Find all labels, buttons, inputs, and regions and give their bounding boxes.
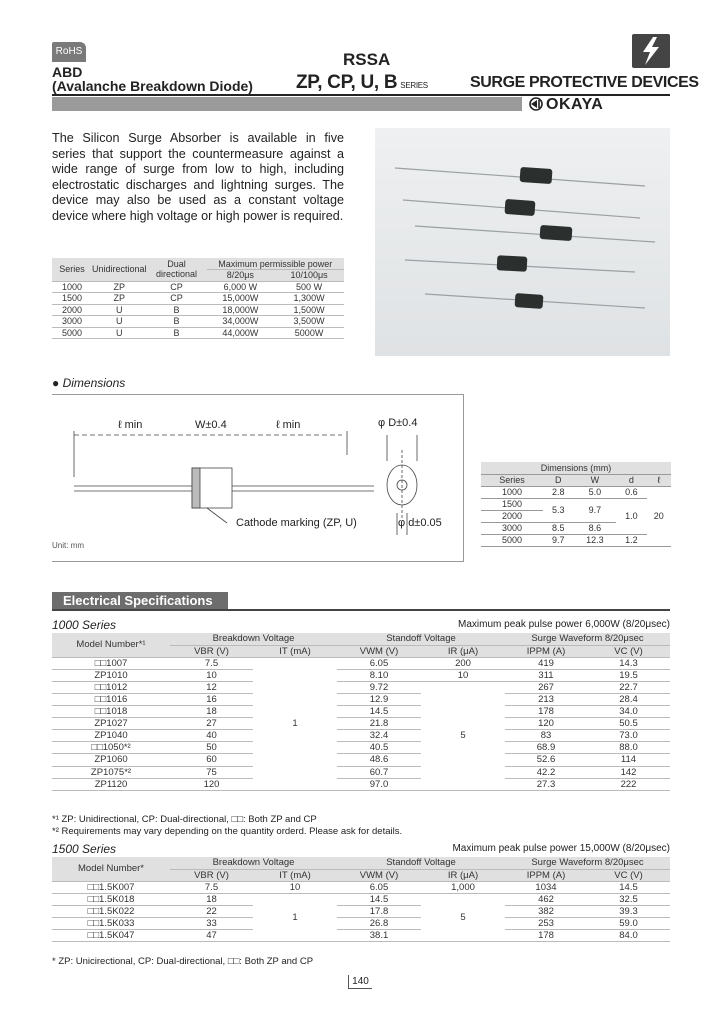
table-cell: 10 xyxy=(253,881,337,893)
table-cell: 15,000W xyxy=(207,293,275,305)
table-cell: 83 xyxy=(505,730,587,742)
table-cell: 75 xyxy=(170,766,253,778)
col-surge: Surge Waveform 8/20μsec xyxy=(505,633,670,645)
product-line: SURGE PROTECTIVE DEVICES xyxy=(470,74,699,91)
table-cell: 60 xyxy=(170,754,253,766)
table-cell: ZP1010 xyxy=(52,669,170,681)
table-cell: 1,000 xyxy=(421,881,505,893)
table-cell: 18 xyxy=(170,706,253,718)
body-diameter-label: φ D±0.4 xyxy=(378,417,418,429)
table-cell: ZP xyxy=(92,293,147,305)
table-cell: 34,000W xyxy=(207,316,275,328)
table-row xyxy=(52,742,670,754)
col-model: Model Number* xyxy=(52,857,170,881)
category-subtitle: (Avalanche Breakdown Diode) xyxy=(52,78,253,94)
table-cell: U xyxy=(92,327,147,339)
table-cell: 32.5 xyxy=(587,893,670,905)
table-row xyxy=(52,718,670,730)
table-cell: 213 xyxy=(505,693,587,705)
table-cell: 21.8 xyxy=(337,718,421,730)
table-cell: 42.2 xyxy=(505,766,587,778)
table-cell: 114 xyxy=(587,754,670,766)
section-rule xyxy=(52,609,670,611)
section-title: Electrical Specifications xyxy=(52,592,228,610)
table-cell: 60.7 xyxy=(337,766,421,778)
table-cell: 1,500W xyxy=(274,304,344,316)
col-model: Model Number*¹ xyxy=(52,633,170,657)
col-ippm: IPPM (A) xyxy=(505,869,587,881)
table-cell: 48.6 xyxy=(337,754,421,766)
table-cell: 12.9 xyxy=(337,693,421,705)
cathode-label: Cathode marking (ZP, U) xyxy=(236,517,357,529)
dimension-diagram xyxy=(52,394,464,562)
table-cell: 462 xyxy=(505,893,587,905)
table-cell: 3000 xyxy=(52,316,92,328)
table-row xyxy=(52,905,670,917)
dim-cell: 8.5 xyxy=(543,522,573,534)
table-cell: 1000 xyxy=(52,281,92,293)
table-cell: 44,000W xyxy=(207,327,275,339)
table-cell: 32.4 xyxy=(337,730,421,742)
table-cell: 6.05 xyxy=(337,881,421,893)
product-photo xyxy=(375,128,670,356)
table-cell: 1500 xyxy=(52,293,92,305)
table-row xyxy=(52,316,344,328)
series-suffix: SERIES xyxy=(400,81,428,90)
spec-table-1000 xyxy=(52,633,670,791)
table-cell: 3,500W xyxy=(274,316,344,328)
table-cell: CP xyxy=(147,293,207,305)
table-cell: 1 xyxy=(253,657,337,790)
series-table xyxy=(52,258,344,339)
table-cell: □□1.5K033 xyxy=(52,917,170,929)
lead-diameter-label: φ d±0.05 xyxy=(398,517,442,529)
table-row xyxy=(52,657,670,669)
col-ippm: IPPM (A) xyxy=(505,645,587,657)
table-cell: 34.0 xyxy=(587,706,670,718)
dim-cell: 1500 xyxy=(481,498,543,510)
dim-cell-l: 20 xyxy=(647,486,671,546)
table-cell: 120 xyxy=(505,718,587,730)
header-band xyxy=(52,97,522,111)
table-cell: 5000 xyxy=(52,327,92,339)
table-cell: □□1012 xyxy=(52,681,170,693)
table-cell: 38.1 xyxy=(337,930,421,942)
col-vbr: VBR (V) xyxy=(170,645,253,657)
table-cell: 1034 xyxy=(505,881,587,893)
table-row xyxy=(52,766,670,778)
table-cell: 14.5 xyxy=(337,706,421,718)
table-cell: 9.72 xyxy=(337,681,421,693)
table-cell: 500 W xyxy=(274,281,344,293)
dim-cell: 2.8 xyxy=(543,486,573,498)
footnote-1500: * ZP: Unicirectional, CP: Dual-directional, □□: Both ZP and CP xyxy=(52,956,314,967)
dim-cell: 8.6 xyxy=(574,522,617,534)
table-cell: 142 xyxy=(587,766,670,778)
dim-head-series: Series xyxy=(481,474,543,486)
table-cell: 88.0 xyxy=(587,742,670,754)
table-cell: B xyxy=(147,327,207,339)
table-cell: 14.5 xyxy=(337,893,421,905)
table-cell: 22 xyxy=(170,905,253,917)
dim-cell: 2000 xyxy=(481,510,543,522)
table-cell: 178 xyxy=(505,706,587,718)
unit-label: Unit: mm xyxy=(52,541,84,550)
dim-head-w: W xyxy=(574,474,617,486)
table-cell: 16 xyxy=(170,693,253,705)
product-name: RSSA xyxy=(343,50,391,69)
table-cell: 10 xyxy=(421,669,505,681)
table-cell: ZP1120 xyxy=(52,778,170,790)
dim-head-d: D xyxy=(543,474,573,486)
table-cell: 68.9 xyxy=(505,742,587,754)
dim-head-l: ℓ xyxy=(647,474,671,486)
table-cell: 97.0 xyxy=(337,778,421,790)
col-breakdown: Breakdown Voltage xyxy=(170,633,337,645)
table-cell: 47 xyxy=(170,930,253,942)
table-cell: 52.6 xyxy=(505,754,587,766)
table-cell: 50.5 xyxy=(587,718,670,730)
table-row xyxy=(52,881,670,893)
series-names: ZP, CP, U, B xyxy=(296,72,398,93)
col-vwm: VWM (V) xyxy=(337,645,421,657)
table-cell: 40.5 xyxy=(337,742,421,754)
table-cell: 253 xyxy=(505,917,587,929)
table-cell: □□1.5K007 xyxy=(52,881,170,893)
dim-cell: 1000 xyxy=(481,486,543,498)
lead-length-left: ℓ min xyxy=(118,419,143,431)
brand-name: OKAYA xyxy=(546,96,604,113)
power-col: Maximum permissible power xyxy=(207,258,344,270)
series-1000-note: Maximum peak pulse power 6,000W (8/20μsec) xyxy=(458,619,670,630)
series-col: Series xyxy=(52,258,92,281)
table-cell: 5000W xyxy=(274,327,344,339)
col-breakdown: Breakdown Voltage xyxy=(170,857,337,869)
dim-head-lead: d xyxy=(616,474,646,486)
table-cell: ZP1027 xyxy=(52,718,170,730)
intro-paragraph: The Silicon Surge Absorber is available in five series that support the countermeasure against a wide range of surge from low to high, including electrostatic discharges and lightning surges. The device may also be used as a constant voltage device where high voltage or high power is required. xyxy=(52,131,344,223)
table-cell: □□1050*² xyxy=(52,742,170,754)
table-row xyxy=(52,706,670,718)
table-cell: 5 xyxy=(421,681,505,790)
table-cell: 200 xyxy=(421,657,505,669)
table-cell: 18 xyxy=(170,893,253,905)
body-width-label: W±0.4 xyxy=(195,419,227,431)
table-cell: 50 xyxy=(170,742,253,754)
table-cell: 311 xyxy=(505,669,587,681)
dim-cell: 1.2 xyxy=(616,534,646,546)
table-row xyxy=(52,281,344,293)
table-cell: ZP1060 xyxy=(52,754,170,766)
table-cell: □□1016 xyxy=(52,693,170,705)
power-10-100: 10/100μs xyxy=(274,270,344,282)
table-cell: B xyxy=(147,316,207,328)
col-surge: Surge Waveform 8/20μsec xyxy=(505,857,670,869)
table-row xyxy=(52,778,670,790)
table-cell: 222 xyxy=(587,778,670,790)
col-it: IT (mA) xyxy=(253,869,337,881)
table-row xyxy=(52,930,670,942)
col-standoff: Standoff Voltage xyxy=(337,633,505,645)
table-cell: 33 xyxy=(170,917,253,929)
table-cell: CP xyxy=(147,281,207,293)
table-cell: 12 xyxy=(170,681,253,693)
lightning-icon xyxy=(632,34,670,68)
table-cell: ZP xyxy=(92,281,147,293)
col-ir: IR (μA) xyxy=(421,645,505,657)
table-cell: 2000 xyxy=(52,304,92,316)
table-cell: □□1007 xyxy=(52,657,170,669)
table-cell: 1 xyxy=(253,893,337,941)
power-8-20: 8/20μs xyxy=(207,270,275,282)
col-vbr: VBR (V) xyxy=(170,869,253,881)
dim-cell: 3000 xyxy=(481,522,543,534)
table-cell: 27 xyxy=(170,718,253,730)
table-cell: 39.3 xyxy=(587,905,670,917)
col-ir: IR (μA) xyxy=(421,869,505,881)
table-cell: □□1018 xyxy=(52,706,170,718)
table-cell: 178 xyxy=(505,930,587,942)
table-row xyxy=(52,893,670,905)
unidirectional-col: Unidirectional xyxy=(92,258,147,281)
dimensions-title: ● Dimensions xyxy=(52,376,126,390)
dim-cell: 9.7 xyxy=(574,498,617,522)
table-cell: U xyxy=(92,304,147,316)
table-cell: □□1.5K047 xyxy=(52,930,170,942)
dim-cell: 12.3 xyxy=(574,534,617,546)
col-vc: VC (V) xyxy=(587,645,670,657)
table-row xyxy=(52,669,670,681)
series-1500-note: Maximum peak pulse power 15,000W (8/20μsec) xyxy=(452,843,670,854)
table-cell: 14.3 xyxy=(587,657,670,669)
table-cell: 27.3 xyxy=(505,778,587,790)
table-cell: 14.5 xyxy=(587,881,670,893)
page-number: 140 xyxy=(348,975,372,989)
dim-table-title: Dimensions (mm) xyxy=(481,462,671,474)
series-heading xyxy=(296,72,428,94)
dim-cell: 5000 xyxy=(481,534,543,546)
table-cell: 1,300W xyxy=(274,293,344,305)
col-vwm: VWM (V) xyxy=(337,869,421,881)
table-cell: 10 xyxy=(170,669,253,681)
table-cell: 22.7 xyxy=(587,681,670,693)
table-cell: 8.10 xyxy=(337,669,421,681)
table-cell: ZP1075*² xyxy=(52,766,170,778)
table-cell: 382 xyxy=(505,905,587,917)
table-cell: □□1.5K022 xyxy=(52,905,170,917)
table-row xyxy=(52,693,670,705)
table-row xyxy=(52,754,670,766)
table-cell: 6,000 W xyxy=(207,281,275,293)
dim-cell: 0.6 xyxy=(616,486,646,498)
dim-cell: 9.7 xyxy=(543,534,573,546)
table-row xyxy=(52,304,344,316)
table-row xyxy=(52,730,670,742)
table-cell: 84.0 xyxy=(587,930,670,942)
table-row xyxy=(52,293,344,305)
dim-cell: 5.0 xyxy=(574,486,617,498)
table-cell: B xyxy=(147,304,207,316)
okaya-logo-icon xyxy=(528,97,544,114)
table-row xyxy=(52,681,670,693)
table-cell: 6.05 xyxy=(337,657,421,669)
col-it: IT (mA) xyxy=(253,645,337,657)
table-cell: 267 xyxy=(505,681,587,693)
category-title: ABD xyxy=(52,64,83,80)
table-cell: 17.8 xyxy=(337,905,421,917)
table-row xyxy=(52,917,670,929)
dimension-table xyxy=(481,462,671,547)
table-cell: 120 xyxy=(170,778,253,790)
table-cell: 5 xyxy=(421,893,505,941)
table-cell: 59.0 xyxy=(587,917,670,929)
table-cell: 40 xyxy=(170,730,253,742)
table-cell: 73.0 xyxy=(587,730,670,742)
table-cell: □□1.5K018 xyxy=(52,893,170,905)
series-1000-title: 1000 Series xyxy=(52,618,117,632)
table-cell: 18,000W xyxy=(207,304,275,316)
footnote-2: *² Requirements may vary depending on the quantity orderd. Please ask for details. xyxy=(52,826,403,837)
col-vc: VC (V) xyxy=(587,869,670,881)
spec-table-1500 xyxy=(52,857,670,942)
table-cell: 28.4 xyxy=(587,693,670,705)
table-cell: 419 xyxy=(505,657,587,669)
rohs-tag: RoHS xyxy=(52,42,86,62)
table-row xyxy=(52,327,344,339)
footnote-1: *¹ ZP: Unidirectional, CP: Dual-directional, □□: Both ZP and CP xyxy=(52,814,317,825)
lead-length-right: ℓ min xyxy=(276,419,301,431)
dim-cell: 5.3 xyxy=(543,498,573,522)
dim-cell: 1.0 xyxy=(616,498,646,534)
col-standoff: Standoff Voltage xyxy=(337,857,505,869)
table-cell: ZP1040 xyxy=(52,730,170,742)
table-cell: 7.5 xyxy=(170,657,253,669)
table-cell: U xyxy=(92,316,147,328)
table-cell: 19.5 xyxy=(587,669,670,681)
dual-col: Dual directional xyxy=(147,258,207,281)
table-cell: 26.8 xyxy=(337,917,421,929)
table-cell: 7.5 xyxy=(170,881,253,893)
series-1500-title: 1500 Series xyxy=(52,842,117,856)
